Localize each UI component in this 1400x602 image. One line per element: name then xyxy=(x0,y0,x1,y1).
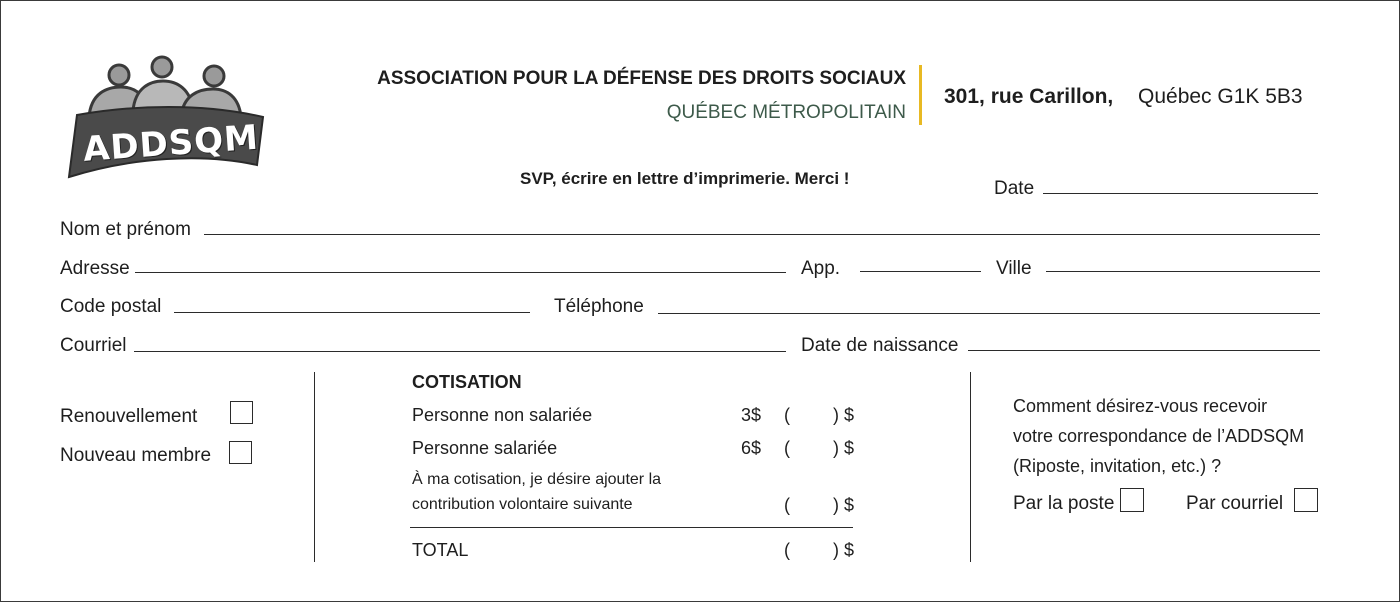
renewal-checkbox[interactable] xyxy=(230,401,253,424)
logo-text: ADDSQM xyxy=(81,117,261,170)
apt-field[interactable] xyxy=(860,271,981,272)
by-email-label: Par courriel xyxy=(1186,493,1284,514)
address-street: 301, rue Carillon, xyxy=(944,85,1114,108)
new-member-label: Nouveau membre xyxy=(60,445,212,466)
section-divider-left xyxy=(314,372,315,562)
cotisation-title: COTISATION xyxy=(412,372,522,392)
renewal-label: Renouvellement xyxy=(60,406,198,427)
new-member-checkbox[interactable] xyxy=(229,441,252,464)
section-divider-right xyxy=(970,372,971,562)
phone-field[interactable] xyxy=(658,313,1320,314)
voluntary-paren-open: ( xyxy=(784,495,790,515)
voluntary-label-line1: À ma cotisation, je désire ajouter la xyxy=(412,471,662,488)
correspondence-question-line3: (Riposte, invitation, etc.) ? xyxy=(1013,456,1222,476)
by-email-checkbox[interactable] xyxy=(1294,488,1318,512)
email-label: Courriel xyxy=(60,335,127,356)
address-city: Québec G1K 5B3 xyxy=(1138,85,1303,108)
total-paren-open: ( xyxy=(784,540,790,560)
postal-code-field[interactable] xyxy=(174,312,530,313)
total-label: TOTAL xyxy=(412,540,469,560)
accent-divider xyxy=(919,65,922,125)
total-paren-close: ) $ xyxy=(833,540,855,560)
non-salaried-paren-open: ( xyxy=(784,405,790,425)
addsqm-logo xyxy=(63,53,273,185)
salaried-paren-open: ( xyxy=(784,438,790,458)
date-field[interactable] xyxy=(1043,193,1318,194)
address-label: Adresse xyxy=(60,258,130,279)
correspondence-question-line1: Comment désirez-vous recevoir xyxy=(1013,396,1268,416)
apt-label: App. xyxy=(801,258,841,279)
postal-code-label: Code postal xyxy=(60,296,162,317)
instructions: SVP, écrire en lettre d’imprimerie. Merci ! xyxy=(520,169,850,188)
non-salaried-label: Personne non salariée xyxy=(412,405,593,425)
city-label: Ville xyxy=(996,258,1032,279)
by-mail-checkbox[interactable] xyxy=(1120,488,1144,512)
birthdate-field[interactable] xyxy=(968,350,1320,351)
salaried-label: Personne salariée xyxy=(412,438,558,458)
non-salaried-price: 3$ xyxy=(741,405,762,425)
birthdate-label: Date de naissance xyxy=(801,335,959,356)
total-divider xyxy=(410,527,853,528)
voluntary-label-line2: contribution volontaire suivante xyxy=(412,496,633,513)
by-mail-label: Par la poste xyxy=(1013,493,1115,514)
name-label: Nom et prénom xyxy=(60,219,191,240)
address-field[interactable] xyxy=(135,272,786,273)
date-label: Date xyxy=(994,178,1035,199)
non-salaried-paren-close: ) $ xyxy=(833,405,855,425)
phone-label: Téléphone xyxy=(554,296,644,317)
city-field[interactable] xyxy=(1046,271,1320,272)
correspondence-question-line2: votre correspondance de l’ADDSQM xyxy=(1013,426,1305,446)
salaried-price: 6$ xyxy=(741,438,762,458)
name-field[interactable] xyxy=(204,234,1320,235)
org-region: QUÉBEC MÉTROPOLITAIN xyxy=(666,102,906,123)
org-name: ASSOCIATION POUR LA DÉFENSE DES DROITS SOCIAUX xyxy=(377,68,906,89)
salaried-paren-close: ) $ xyxy=(833,438,855,458)
voluntary-paren-close: ) $ xyxy=(833,495,855,515)
email-field[interactable] xyxy=(134,351,786,352)
